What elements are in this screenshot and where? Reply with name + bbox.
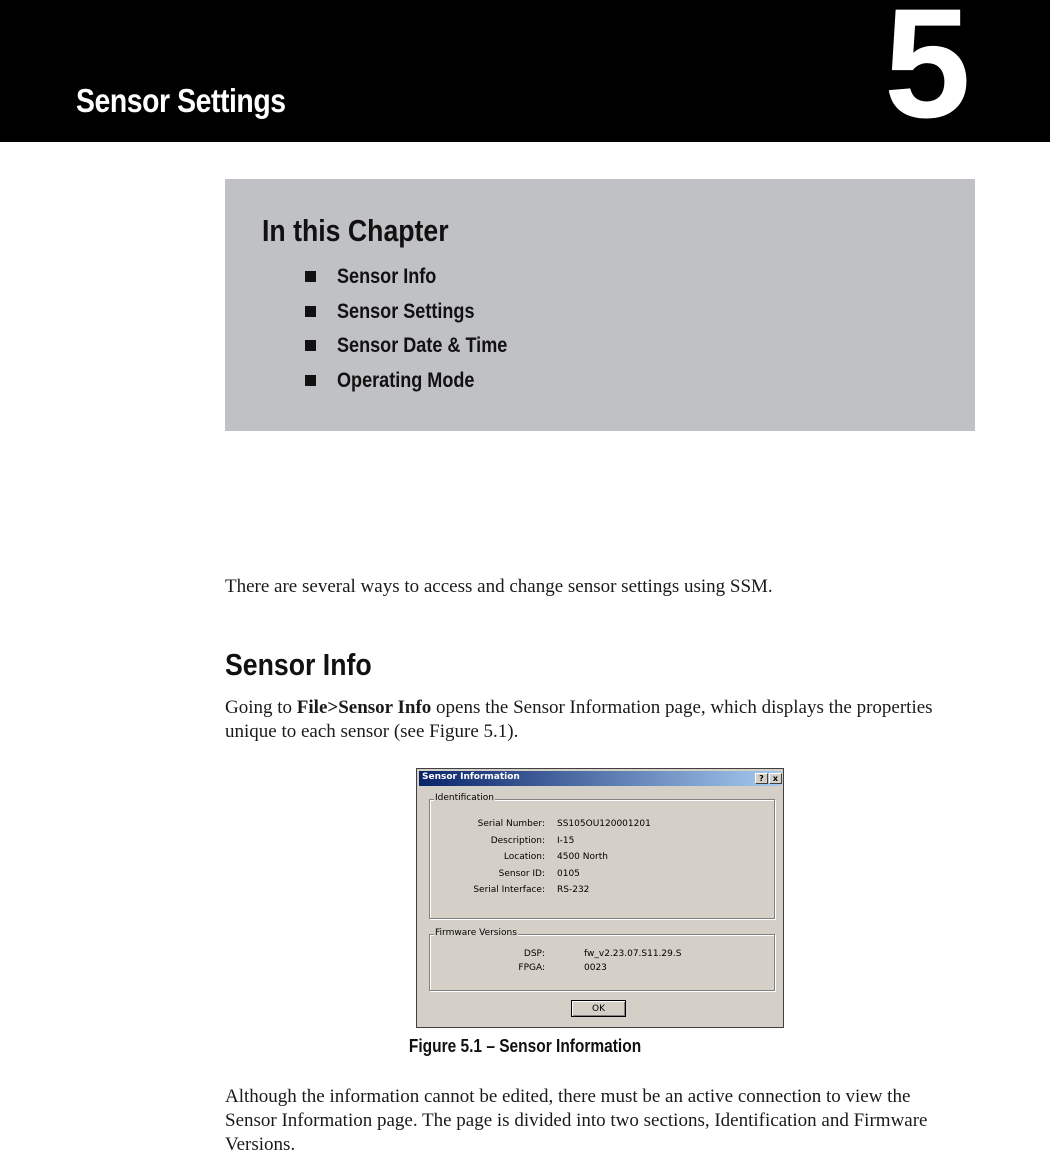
field-value: 4500 North [557,852,608,862]
field-label: Location: [503,852,545,862]
intro-paragraph: There are several ways to access and change sensor settings using SSM. [225,576,773,597]
ok-button[interactable]: OK [571,1000,626,1017]
toc-heading: In this Chapter [262,213,449,248]
menu-path: File>Sensor Info [296,697,432,718]
section-heading: Sensor Info [225,647,372,682]
field-value: SS105OU120001201 [557,819,651,829]
field-label: DSP: [523,949,545,959]
field-value: RS-232 [557,885,590,895]
dialog-title: Sensor Information [422,772,520,782]
square-bullet-icon [305,271,316,282]
toc-item-label: Sensor Date & Time [337,334,508,357]
chapter-number: 5 [884,0,971,151]
toc-item-label: Operating Mode [337,368,475,392]
paragraph-text: opens the Sensor Information page, which displays the properties unique to each sensor (see Figure 5.1). [225,697,933,742]
sensor-information-dialog [416,768,784,1028]
group-label: Identification [435,793,495,803]
field-value: 0105 [557,869,580,879]
group-label: Firmware Versions [435,928,517,938]
field-value: fw_v2.23.07.S11.29.S [584,949,682,959]
dialog-titlebar[interactable] [419,771,781,786]
square-bullet-icon [305,375,316,386]
figure-caption-text: Figure 5.1 – Sensor Information [408,1036,642,1056]
identification-group [429,793,775,919]
field-label: Sensor ID: [498,869,545,879]
chapter-header-bar [0,0,1050,151]
field-label: FPGA: [518,963,545,973]
help-button[interactable]: ? [755,773,768,784]
field-value: I-15 [557,836,575,846]
toc-item-label: Sensor Settings [337,299,475,323]
figure-caption [0,1036,1050,1057]
field-label: Serial Interface: [473,885,545,895]
close-button[interactable]: x [769,773,782,784]
chapter-contents-box [225,179,975,431]
field-label: Description: [490,836,545,846]
field-label: Serial Number: [477,819,545,829]
field-value: 0023 [584,963,607,973]
square-bullet-icon [305,340,316,351]
toc-item-label: Sensor Info [337,265,437,288]
sensor-info-paragraph [225,696,965,744]
closing-paragraph: Although the information cannot be edited, there must be an active connection to view the Sensor Information page. The page is divided into two sections, Identification and Firmware Versions. [225,1086,928,1155]
chapter-title: Sensor Settings [76,82,286,119]
firmware-versions-group [429,928,775,991]
square-bullet-icon [305,306,316,317]
paragraph-text: Going to [225,697,297,718]
